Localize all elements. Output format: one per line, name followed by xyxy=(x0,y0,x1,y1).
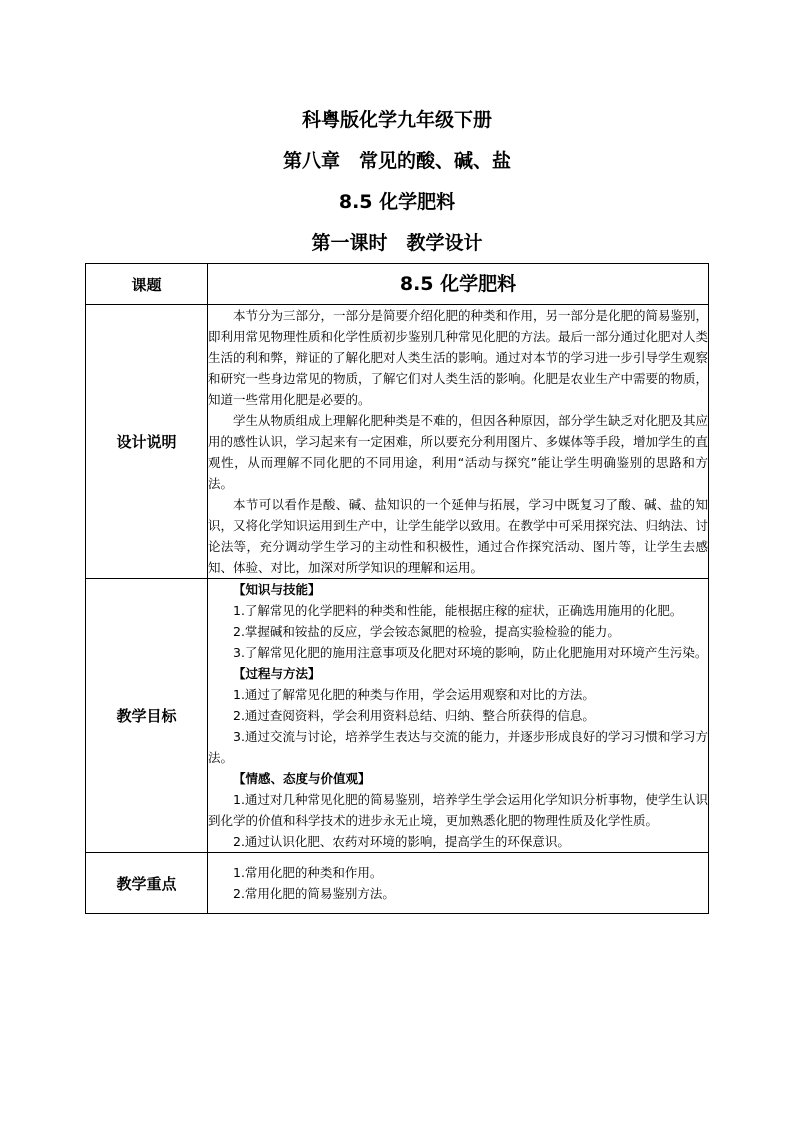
goal-item: 1.通过了解常见化肥的种类与作用，学会运用观察和对比的方法。 xyxy=(233,687,595,702)
key-points-label: 教学重点 xyxy=(86,853,208,914)
goals-label: 教学目标 xyxy=(86,579,208,853)
goal-item: 1.通过对几种常见化肥的简易鉴别，培养学生学会运用化学知识分析事物，使学生认识到化学的价值和科学技术的进步永无止境，更加熟悉化肥的物理性质及化学性质。 xyxy=(208,792,708,828)
design-label: 设计说明 xyxy=(86,305,208,579)
goal-item: 2.通过查阅资料，学会利用资料总结、归纳、整合所获得的信息。 xyxy=(233,708,595,723)
key-points-content xyxy=(208,853,709,914)
goal-item: 2.掌握碱和铵盐的反应，学会铵态氮肥的检验，提高实验检验的能力。 xyxy=(233,624,620,639)
goals-content xyxy=(208,579,709,853)
goal-item: 3.了解常见化肥的施用注意事项及化肥对环境的影响，防止化肥施用对环境产生污染。 xyxy=(233,645,708,660)
table-row-design xyxy=(86,305,709,579)
table-row-goals xyxy=(86,579,709,853)
book-title: 科粤版化学九年级下册 xyxy=(301,109,492,131)
process-heading: 【过程与方法】 xyxy=(233,666,321,681)
topic-label: 课题 xyxy=(86,264,208,305)
key-point-item: 2.常用化肥的简易鉴别方法。 xyxy=(233,886,395,901)
design-content xyxy=(208,305,709,579)
knowledge-heading: 【知识与技能】 xyxy=(233,582,321,597)
goal-item: 3.通过交流与讨论，培养学生表达与交流的能力，并逐步形成良好的学习习惯和学习方法。 xyxy=(208,729,708,765)
goal-item: 1.了解常见的化学肥料的种类和性能，能根据庄稼的症状，正确选用施用的化肥。 xyxy=(233,603,683,618)
document-title-block xyxy=(0,100,794,264)
lesson-plan-table xyxy=(85,263,709,914)
section-title: 8.5 化学肥料 xyxy=(338,191,456,213)
design-paragraph: 学生从物质组成上理解化肥种类是不难的，但因各种原因，部分学生缺乏对化肥及其应用的感性认识，学习起来有一定困难，所以要充分利用图片、多媒体等手段，增加学生的直观性，从而理解不同化肥的不同用途，利用“活动与探究”能让学生明确鉴别的思路和方法。 xyxy=(208,413,709,491)
table-row-key-points xyxy=(86,853,709,914)
key-point-item: 1.常用化肥的种类和作用。 xyxy=(233,865,383,880)
emotion-heading: 【情感、态度与价值观】 xyxy=(233,771,371,786)
topic-value: 8.5 化学肥料 xyxy=(208,264,709,305)
table-row-topic xyxy=(86,264,709,305)
design-paragraph: 本节可以看作是酸、碱、盐知识的一个延伸与拓展，学习中既复习了酸、碱、盐的知识，又将化学知识运用到生产中，让学生能学以致用。在教学中可采用探究法、归纳法、讨论法等，充分调动学生学习的主动性和积极性，通过合作探究活动、图片等，让学生去感知、体验、对比，加深对所学知识的理解和运用。 xyxy=(208,497,709,575)
design-paragraph: 本节分为三部分，一部分是简要介绍化肥的种类和作用，另一部分是化肥的简易鉴别，即利用常见物理性质和化学性质初步鉴别几种常见化肥的方法。最后一部分通过化肥对人类生活的利和弊，辩证的了解化肥对人类生活的影响。通过对本节的学习进一步引导学生观察和研究一些身边常见的物质，了解它们对人类生活的影响。化肥是农业生产中需要的物质，知道一些常用化肥是必要的。 xyxy=(208,308,709,407)
goal-item: 2.通过认识化肥、农药对环境的影响，提高学生的环保意识。 xyxy=(233,834,570,849)
chapter-title: 第八章 常见的酸、碱、盐 xyxy=(282,150,511,172)
lesson-title: 第一课时 教学设计 xyxy=(311,232,483,254)
